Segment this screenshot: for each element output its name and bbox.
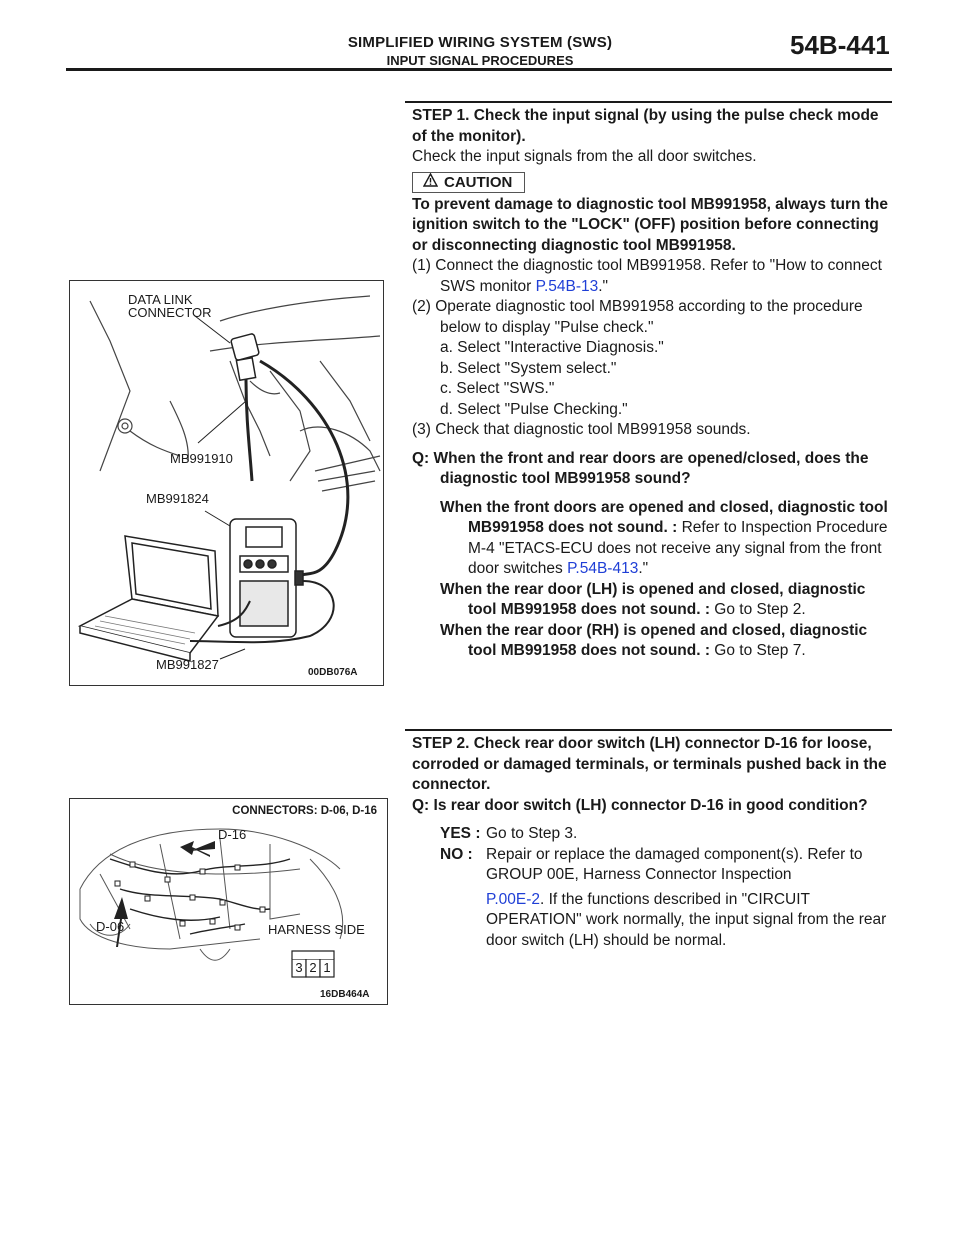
step1-item-2: (2) Operate diagnostic tool MB991958 according to the procedure below to display "Pulse check." xyxy=(412,298,863,336)
label-mb991824: MB991824 xyxy=(146,491,209,506)
page-number: 54B-441 xyxy=(790,30,890,60)
label-mb991827: MB991827 xyxy=(156,657,219,672)
item1-text: (1) Connect the diagnostic tool MB991958. Refer to "How to connect SWS monitor xyxy=(412,257,882,295)
pin-label: 3 xyxy=(295,960,303,975)
step1-question: Q: When the front and rear doors are opened/closed, does the diagnostic tool MB991958 sound? xyxy=(412,449,869,487)
no-text: Repair or replace the damaged component(s). Refer to GROUP 00E, Harness Connector Inspection xyxy=(486,845,863,883)
section-subtitle: INPUT SIGNAL PROCEDURES xyxy=(386,53,574,68)
connectors-title: CONNECTORS: D-06, D-16 xyxy=(232,805,377,817)
answer-rear-rh xyxy=(440,621,894,662)
caution-text: To prevent damage to diagnostic tool MB991958, always turn the ignition switch to the "LOCK" (OFF) position before connecting or disconnecting diagnostic tool MB991958. xyxy=(412,195,889,254)
header-rule xyxy=(66,68,892,71)
figure2-code: 16DB464A xyxy=(320,989,370,1000)
answer-rear-lh xyxy=(440,580,894,621)
step1-item-1 xyxy=(412,256,894,297)
step1-heading: STEP 1. Check the input signal (by using the pulse check mode of the monitor). xyxy=(412,107,879,145)
step1-sub-a: a. Select "Interactive Diagnosis." xyxy=(440,339,664,356)
link-p54b-13[interactable]: P.54B-13 xyxy=(535,277,599,295)
answer-front-doors xyxy=(440,498,894,580)
step2-question: Q: Is rear door switch (LH) connector D-16 in good condition? xyxy=(412,796,868,814)
figure-connectors xyxy=(69,798,388,1005)
answer-rear-lh-cond: When the rear door (LH) is opened and closed, diagnostic tool MB991958 does not sound. : xyxy=(440,580,866,618)
figure1-code: 00DB076A xyxy=(308,667,358,678)
no-text-2: . If the functions described in "CIRCUIT OPERATION" work normally, the input signal from the rear door switch (LH) should be normal. xyxy=(486,890,887,949)
warning-icon xyxy=(423,173,438,192)
answer-rear-rh-cond: When the rear door (RH) is opened and closed, diagnostic tool MB991958 does not sound. : xyxy=(440,621,868,659)
item1-post: ." xyxy=(598,277,609,295)
answer-front-doors-action: Refer to Inspection Procedure M-4 "ETACS-ECU does not receive any signal from the front door switches xyxy=(468,519,888,577)
step1-sub-d: d. Select "Pulse Checking." xyxy=(440,400,628,418)
step2-block xyxy=(412,734,894,951)
step1-intro: Check the input signals from the all door switches. xyxy=(412,148,757,165)
answer-yes xyxy=(440,824,894,845)
link-p54b-413[interactable]: P.54B-413 xyxy=(567,560,639,577)
step1-sub-b: b. Select "System select." xyxy=(440,359,617,377)
answer-no xyxy=(440,845,894,952)
step2-rule xyxy=(405,729,892,731)
yes-key: YES : xyxy=(440,825,481,842)
caution-label: CAUTION xyxy=(444,173,513,191)
no-text-continued xyxy=(486,890,894,952)
step1-item-3: (3) Check that diagnostic tool MB991958 sounds. xyxy=(412,421,751,438)
figure-diagnostic-connection xyxy=(69,280,384,686)
caution-box xyxy=(412,172,525,193)
no-key: NO : xyxy=(440,845,473,863)
no-text-block xyxy=(486,845,894,952)
label-data-link-connector: DATA LINK CONNECTOR xyxy=(128,292,212,320)
label-harness-side: HARNESS SIDE xyxy=(268,922,365,937)
label-d16: D-16 xyxy=(218,827,247,842)
label-mb991910: MB991910 xyxy=(170,451,233,466)
step2-heading: STEP 2. Check rear door switch (LH) connector D-16 for loose, corroded or damaged terminals, or terminals pushed back in the connector. xyxy=(412,735,887,793)
step2-answers xyxy=(412,824,894,951)
step1-block xyxy=(412,106,894,662)
step1-sub-c: c. Select "SWS." xyxy=(440,380,555,397)
pin-label: 1 xyxy=(323,960,331,975)
diagnostic-connection-illustration xyxy=(70,281,383,685)
section-title: SIMPLIFIED WIRING SYSTEM (SWS) xyxy=(347,34,613,51)
yes-text: Go to Step 3. xyxy=(486,825,578,842)
step1-rule xyxy=(405,101,892,103)
answer-front-doors-post: ." xyxy=(638,560,649,577)
answer-front-doors-cond: When the front doors are opened and closed, diagnostic tool MB991958 does not sound. : xyxy=(440,498,888,536)
link-p00e-2[interactable]: P.00E-2 xyxy=(486,890,541,908)
answer-rear-rh-action: Go to Step 7. xyxy=(710,642,806,659)
answer-rear-lh-action: Go to Step 2. xyxy=(710,601,806,618)
step1-answers xyxy=(412,498,894,662)
pin-label: 2 xyxy=(309,960,317,975)
label-d06: D-06 xyxy=(96,919,125,934)
